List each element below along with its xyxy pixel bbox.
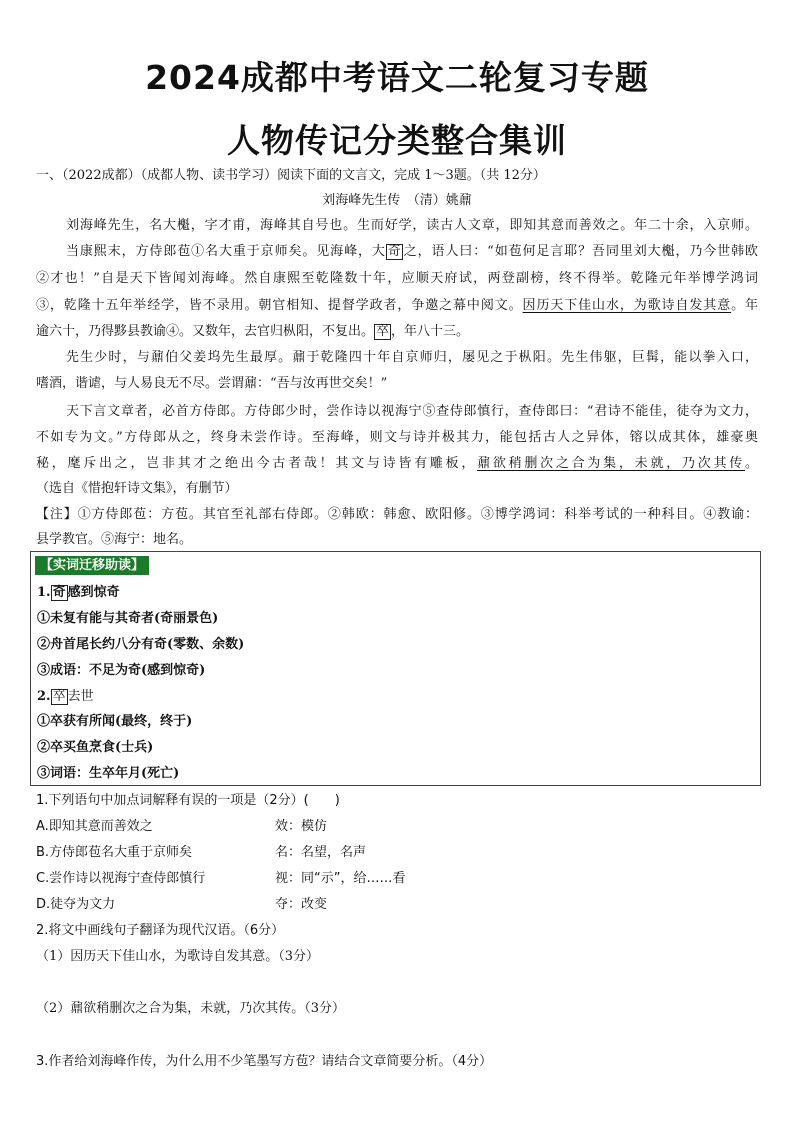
text-span: 逾六十，乃得黟县教谕④。又数年，去官归枞阳，不复出。	[36, 324, 375, 339]
help-item-2-heading	[37, 688, 94, 706]
article-paragraph-3-line-1: 先生少时，与鼐伯父姜坞先生最厚。鼐于乾隆四十年自京师归，屡见之于枞阳。先生伟躯，巨髯，能以拳入口，	[66, 350, 758, 365]
option-a: A.即知其意而善效之	[36, 819, 153, 834]
option-b: B.方侍郎苞名大重于京师矣	[36, 845, 193, 860]
help-item-2-example-c: ③词语：生卒年月(死亡)	[37, 766, 180, 781]
boxed-word: 卒	[52, 689, 66, 704]
boxed-word: 奇	[387, 244, 401, 259]
help-reading-label: 【实词迁移助读】	[35, 556, 149, 575]
text-span: ，年八十三。	[391, 324, 470, 339]
help-item-2-example-a: ①卒获有所闻(最终，终于)	[37, 714, 193, 729]
help-item-meaning: 感到惊奇	[67, 585, 120, 600]
option-d: D.徒夺为文力	[36, 897, 116, 912]
boxed-word: 奇	[52, 585, 66, 600]
text-span: 之，语人曰：“如苞何足言耶？吾同里刘大櫆，乃今世韩欧	[402, 244, 758, 259]
notes-line-2: 县学教官。⑤海宁：地名。	[36, 532, 193, 547]
underlined-sentence-1: 因历天下佳山水，为歌诗自发其意	[522, 298, 732, 313]
notes-line-1: 【注】①方侍郎苞：方苞。其官至礼部右侍郎。②韩欧：韩愈、欧阳修。③博学鸿词：科举考试的一种科目。④教谕：	[36, 507, 758, 522]
article-paragraph-2-line-4	[36, 323, 758, 341]
article-paragraph-2-line-3	[36, 297, 758, 315]
article-paragraph-2-line-1	[66, 243, 758, 261]
help-item-1-heading	[37, 584, 120, 602]
page-subtitle: 人物传记分类整合集训	[227, 121, 567, 160]
boxed-word: 卒	[376, 324, 390, 339]
article-paragraph-3-line-2: 嗜酒，谐谑，与人易良无不尽。尝谓鼐：“吾与汝再世交矣！”	[36, 376, 388, 391]
option-d-meaning: 夺：改变	[275, 897, 328, 912]
question-1: 1.下列语句中加点词解释有误的一项是（2分）( )	[36, 793, 340, 808]
option-b-meaning: 名：名望，名声	[275, 845, 367, 860]
question-3: 3.作者给刘海峰作传，为什么用不少笔墨写方苞？请结合文章简要分析。（4分）	[36, 1054, 493, 1069]
text-span: 。	[744, 456, 758, 471]
article-paragraph-4-line-2: 不如专为文。”方侍郎从之，终身未尝作诗。至海峰，则文与诗并极其力，能包括古人之异体，镕以成其体，雄豪奥	[36, 430, 758, 445]
help-item-1-example-a: ①未复有能与其奇者(奇丽景色)	[37, 611, 219, 626]
help-item-2-example-b: ②卒买鱼烹食(士兵)	[37, 740, 154, 755]
option-c: C.尝作诗以视海宁查侍郎慎行	[36, 871, 206, 886]
help-item-1-example-b: ②舟首尾长约八分有奇(零数、余数)	[37, 637, 245, 652]
text-span: 当康熙末，方侍郎苞①名大重于京师矣。见海峰，大	[66, 244, 386, 259]
article-paragraph-2-line-2: ②才也！”自是天下皆闻刘海峰。然自康熙至乾隆数十年，应顺天府试，两登副榜，终不得举。乾隆元年举博学鸿词	[36, 271, 758, 286]
text-span: 秘，麾斥出之，岂非其才之绝出今古者哉！其文与诗皆有雕板，	[36, 456, 478, 471]
article-source: （选自《惜抱轩诗文集》，有删节）	[36, 481, 238, 496]
article-paragraph-4-line-3	[36, 455, 758, 473]
question-2-part-1: （1）因历天下佳山水，为歌诗自发其意。（3分）	[36, 949, 320, 964]
question-2-part-2: （2）鼐欲稍删次之合为集，未就，乃次其传。（3分）	[36, 1001, 346, 1016]
help-item-number: 1.	[37, 585, 51, 600]
option-a-meaning: 效：模仿	[275, 819, 328, 834]
article-paragraph-4-line-1: 天下言文章者，必首方侍郎。方侍郎少时，尝作诗以视海宁⑤查侍郎慎行，查侍郎曰：“君诗不能佳，徒夺为文力，	[66, 404, 758, 419]
section-intro: 一、（2022成都）（成都人物、读书学习）阅读下面的文言文，完成 1～3题。（共 12分）	[36, 168, 546, 183]
article-heading: 刘海峰先生传 （清）姚鼐	[322, 193, 472, 208]
option-c-meaning: 视：同“示”，给……看	[275, 871, 406, 886]
help-item-number: 2.	[37, 689, 51, 704]
question-2: 2.将文中画线句子翻译为现代汉语。（6分）	[36, 923, 285, 938]
underlined-sentence-2: 鼐欲稍删次之合为集，未就，乃次其传	[477, 456, 745, 471]
text-span: ③，乾隆十五年举经学，皆不录用。朝官相知、提督学政者，争邀之幕中阅文。	[36, 298, 523, 313]
help-item-meaning: 去世	[67, 689, 94, 704]
page-title: 2024成都中考语文二轮复习专题	[145, 58, 649, 97]
help-item-1-example-c: ③成语：不足为奇(感到惊奇)	[37, 663, 206, 678]
article-paragraph-1: 刘海峰先生，名大櫆，字才甫，海峰其自号也。生而好学，读古人文章，即知其意而善效之。年二十余，入京师。	[66, 218, 758, 233]
text-span: 。年	[731, 298, 758, 313]
